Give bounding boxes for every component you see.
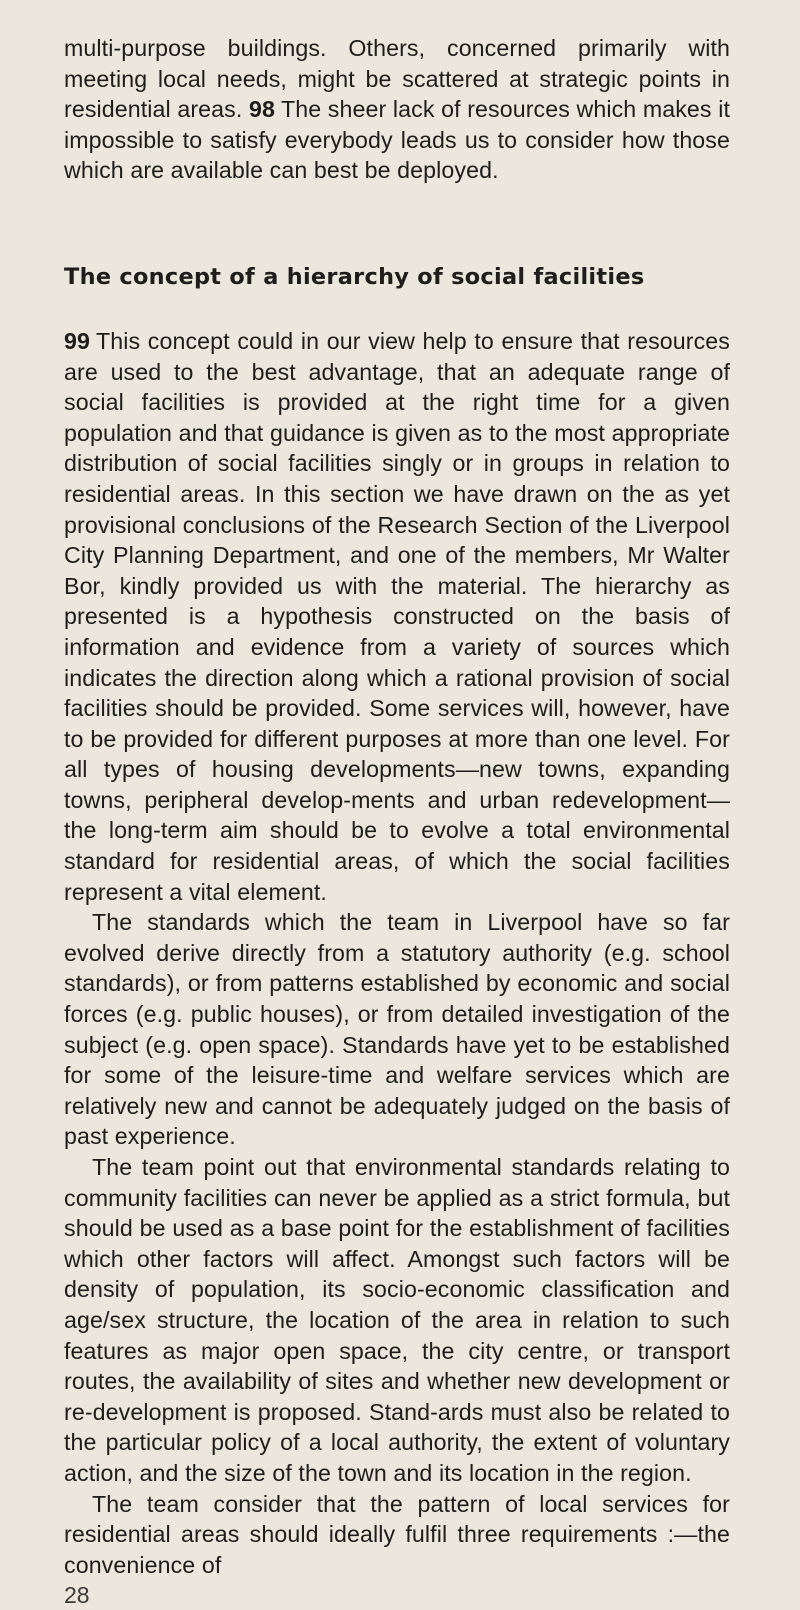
- page-number: 28: [64, 1582, 90, 1609]
- intro-text: multi-purpose buildings. Others, concerned primarily with meeting local needs, might be scattered at strategic points in residential areas.: [64, 35, 730, 123]
- section-heading: The concept of a hierarchy of social facilities: [64, 263, 645, 290]
- paragraph-standards: The standards which the team in Liverpool have so far evolved derive directly from a statutory authority (e.g. school standards), or from patterns established by economic and social forces (e.g. public houses), or from detailed investigation of the subject (e.g. open space). Standards have yet to be established for some of the leisure-time and welfare services which are relatively new and cannot be adequately judged on the basis of past experience.: [64, 909, 730, 1150]
- intro-paragraph: [64, 33, 730, 186]
- paragraph-number-98: 98: [248, 96, 275, 123]
- paragraph-number-99: 99: [64, 327, 90, 354]
- paragraph-98-text: The sheer lack of resources which makes it impossible to satisfy everybody leads us to consider how those which are available can best be deployed.: [64, 96, 730, 184]
- paragraph-team-consider: The team consider that the pattern of local services for residential areas should ideally fulfil three requirements :—the convenience of: [64, 1490, 730, 1578]
- paragraph-99: [64, 326, 730, 907]
- paragraph-team-point: The team point out that environmental standards relating to community facilities can never be applied as a strict formula, but should be used as a base point for the establishment of facilities which other factors will affect. Amongst such factors will be density of population, its socio-economic classification and age/sex structure, the location of the area in relation to such features as major open space, the city centre, or transport routes, the availability of sites and whether new development or re-development is proposed. Stand-ards must also be related to the particular policy of a local authority, the extent of voluntary action, and the size of the town and its location in the region.: [64, 1154, 730, 1486]
- paragraph-99-text: This concept could in our view help to ensure that resources are used to the best advantage, that an adequate range of social facilities is provided at the right time for a given population and that guidance is given as to the most appropriate distribution of social facilities singly or in groups in relation to residential areas. In this section we have drawn on the as yet provisional conclusions of the Research Section of the Liverpool City Planning Department, and one of the members, Mr Walter Bor, kindly provided us with the material. The hierarchy as presented is a hypothesis constructed on the basis of information and evidence from a variety of sources which indicates the direction along which a rational provision of social facilities should be provided. Some services will, however, have to be provided for different purposes at more than one level. For all types of housing developments—new towns, expanding towns, peripheral develop-ments and urban redevelopment—the long-term aim should be to evolve a total environmental standard for residential areas, of which the social facilities represent a vital element.: [64, 327, 730, 905]
